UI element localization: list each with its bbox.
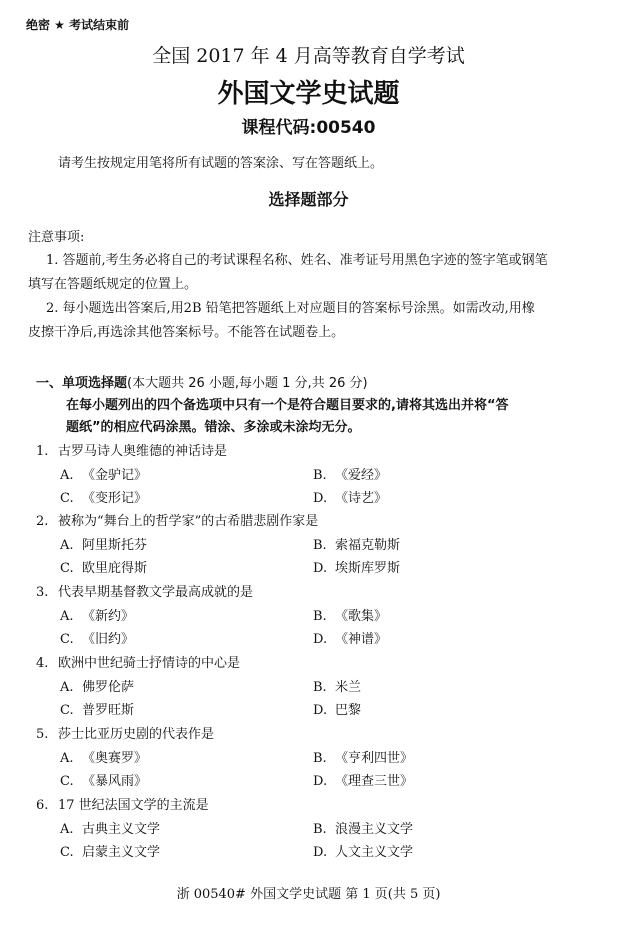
option-text: 佛罗伦萨 xyxy=(82,680,135,695)
option-b xyxy=(313,605,387,624)
question-number: 3. xyxy=(36,585,49,600)
option-text: 米兰 xyxy=(335,680,362,695)
option-c xyxy=(60,557,147,576)
option-c xyxy=(60,628,134,647)
option-text: 《新约》 xyxy=(82,609,135,624)
note-2-line2: 皮擦干净后,再选涂其他答案标号。不能答在试题卷上。 xyxy=(28,325,345,340)
option-a xyxy=(60,818,160,837)
option-b xyxy=(313,534,400,553)
option-label: D. xyxy=(313,632,328,647)
option-text: 《暴风雨》 xyxy=(82,774,148,789)
option-label: B. xyxy=(313,751,327,766)
option-text: 《奥赛罗》 xyxy=(82,751,148,766)
instruction: 请考生按规定用笔将所有试题的答案涂、写在答题纸上。 xyxy=(58,156,384,171)
option-a xyxy=(60,747,147,766)
option-label: C. xyxy=(60,845,74,860)
section1-note-line2: 题纸”的相应代码涂黑。错涂、多涂或未涂均无分。 xyxy=(66,420,361,435)
option-text: 《神谱》 xyxy=(335,632,388,647)
option-text: 《歌集》 xyxy=(335,609,388,624)
option-a xyxy=(60,464,147,483)
question xyxy=(36,794,209,813)
question-text: 欧洲中世纪骑士抒情诗的中心是 xyxy=(58,656,241,671)
option-b xyxy=(313,747,413,766)
option-text: 阿里斯托芬 xyxy=(82,538,148,553)
option-a xyxy=(60,534,147,553)
question xyxy=(36,723,214,742)
question xyxy=(36,581,253,600)
section1-note-line1: 在每小题列出的四个备选项中只有一个是符合题目要求的,请将其选出并将“答 xyxy=(66,398,509,413)
option-label: C. xyxy=(60,632,74,647)
section1-heading xyxy=(36,372,368,391)
question-number: 4. xyxy=(36,656,49,671)
section1-heading-rest: (本大题共 26 小题,每小题 1 分,共 26 分) xyxy=(127,376,368,391)
option-label: C. xyxy=(60,774,74,789)
note-1-line1: 1. 答题前,考生务必将自己的考试课程名称、姓名、准考证号用黑色字迹的签字笔或钢笔 xyxy=(46,253,548,268)
option-text: 《变形记》 xyxy=(82,491,148,506)
page-footer: 浙 00540# 外国文学史试题 第 1 页(共 5 页) xyxy=(176,887,441,902)
option-d xyxy=(313,628,387,647)
option-label: B. xyxy=(313,822,327,837)
question-number: 2. xyxy=(36,514,49,529)
question-text: 古罗马诗人奥维德的神话诗是 xyxy=(58,444,228,459)
option-label: B. xyxy=(313,609,327,624)
option-text: 巴黎 xyxy=(335,703,362,718)
option-text: 普罗旺斯 xyxy=(82,703,135,718)
question-text: 被称为“舞台上的哲学家”的古希腊悲剧作家是 xyxy=(58,514,319,529)
option-label: D. xyxy=(313,845,328,860)
question xyxy=(36,440,227,459)
option-b xyxy=(313,464,387,483)
option-label: A. xyxy=(60,538,74,553)
option-label: A. xyxy=(60,822,74,837)
option-label: B. xyxy=(313,468,327,483)
option-a xyxy=(60,676,134,695)
option-text: 《旧约》 xyxy=(82,632,135,647)
option-label: D. xyxy=(313,774,328,789)
option-text: 《理查三世》 xyxy=(335,774,414,789)
option-text: 索福克勒斯 xyxy=(335,538,401,553)
option-text: 埃斯库罗斯 xyxy=(335,561,401,576)
option-text: 《诗艺》 xyxy=(335,491,388,506)
option-text: 古典主义文学 xyxy=(82,822,161,837)
option-d xyxy=(313,841,413,860)
option-label: C. xyxy=(60,491,74,506)
option-label: D. xyxy=(313,561,328,576)
option-text: 人文主义文学 xyxy=(335,845,414,860)
question xyxy=(36,652,240,671)
option-text: 《金驴记》 xyxy=(82,468,148,483)
option-text: 启蒙主义文学 xyxy=(82,845,161,860)
option-label: A. xyxy=(60,609,74,624)
option-label: B. xyxy=(313,538,327,553)
option-d xyxy=(313,699,361,718)
option-b xyxy=(313,676,361,695)
question-text: 17 世纪法国文学的主流是 xyxy=(58,798,209,813)
option-a xyxy=(60,605,134,624)
question-text: 莎士比亚历史剧的代表作是 xyxy=(58,727,215,742)
option-text: 欧里庇得斯 xyxy=(82,561,148,576)
option-label: A. xyxy=(60,751,74,766)
question-number: 1. xyxy=(36,444,49,459)
option-label: D. xyxy=(313,703,328,718)
option-label: B. xyxy=(313,680,327,695)
question-number: 5. xyxy=(36,727,49,742)
option-b xyxy=(313,818,413,837)
option-d xyxy=(313,487,387,506)
option-text: 浪漫主义文学 xyxy=(335,822,414,837)
section-part-title: 选择题部分 xyxy=(268,190,349,209)
course-code: 课程代码:00540 xyxy=(241,118,376,138)
secret-label: 绝密 ★ 考试结束前 xyxy=(26,18,130,32)
option-c xyxy=(60,487,147,506)
option-d xyxy=(313,770,413,789)
question xyxy=(36,510,318,529)
option-text: 《亨利四世》 xyxy=(335,751,414,766)
option-label: D. xyxy=(313,491,328,506)
paper-title: 外国文学史试题 xyxy=(217,79,400,109)
option-label: A. xyxy=(60,680,74,695)
option-label: A. xyxy=(60,468,74,483)
exam-title: 全国 2017 年 4 月高等教育自学考试 xyxy=(152,45,465,67)
question-number: 6. xyxy=(36,798,49,813)
note-2-line1: 2. 每小题选出答案后,用2B 铅笔把答题纸上对应题目的答案标号涂黑。如需改动,用橡 xyxy=(46,301,535,316)
section1-heading-bold: 一、单项选择题 xyxy=(36,376,128,391)
option-c xyxy=(60,841,160,860)
question-text: 代表早期基督教文学最高成就的是 xyxy=(58,585,254,600)
option-d xyxy=(313,557,400,576)
option-text: 《爱经》 xyxy=(335,468,388,483)
option-label: C. xyxy=(60,703,74,718)
option-c xyxy=(60,770,147,789)
note-1-line2: 填写在答题纸规定的位置上。 xyxy=(28,277,198,292)
option-c xyxy=(60,699,134,718)
option-label: C. xyxy=(60,561,74,576)
notes-heading: 注意事项: xyxy=(28,230,85,245)
